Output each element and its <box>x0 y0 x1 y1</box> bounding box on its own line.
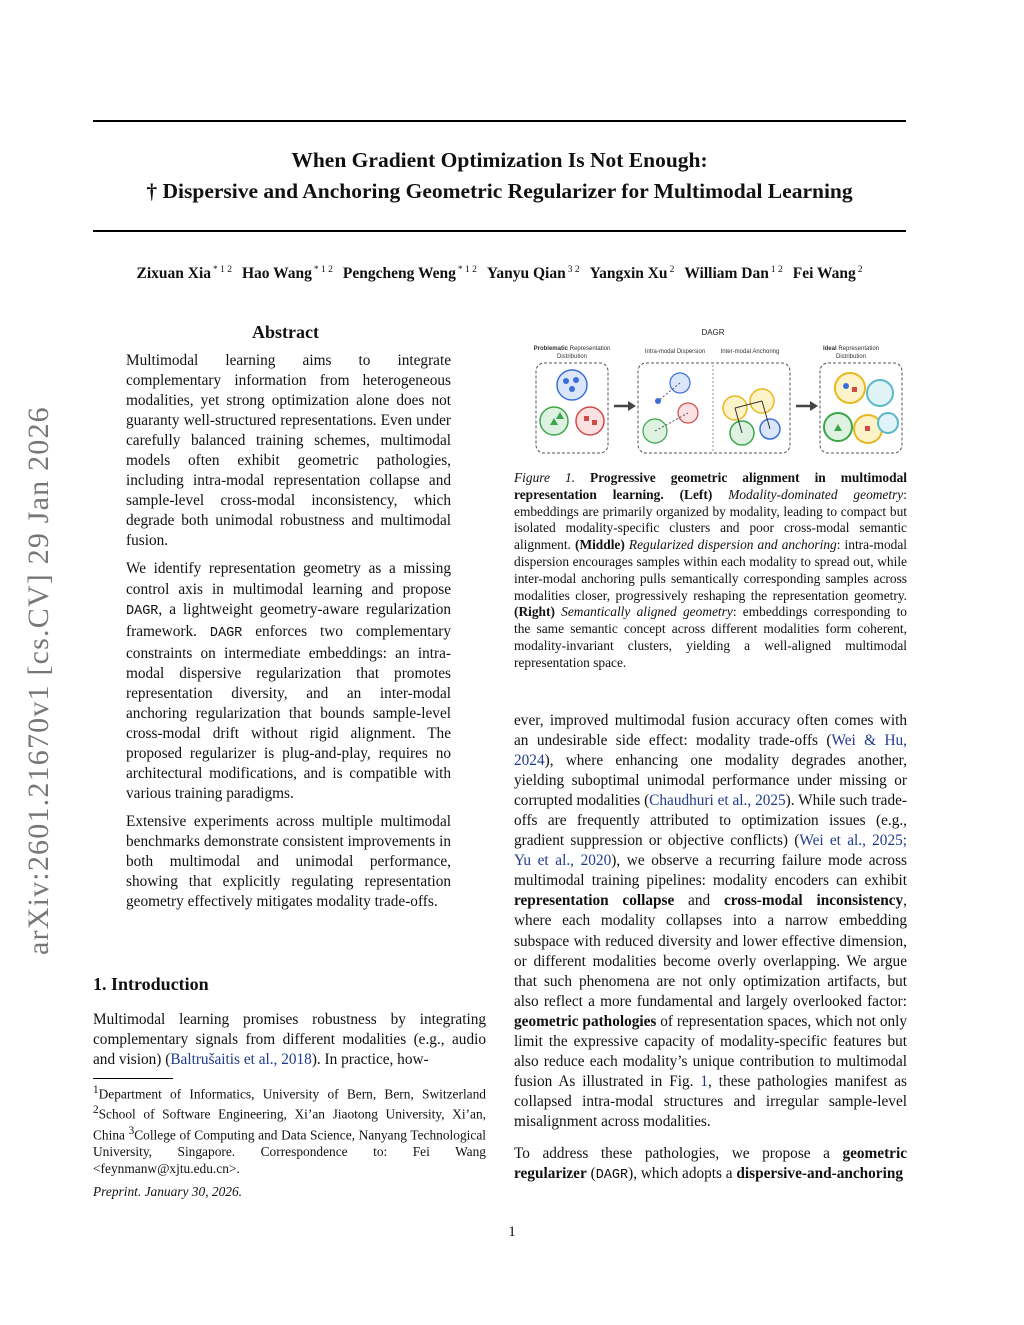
citation-link[interactable]: Yu et al., 2020 <box>514 852 612 870</box>
author-name: Yangxin Xu <box>589 265 668 282</box>
affiliation-2: School of Software Engineering, Xi’an Jiaotong University, Xi’an, China <box>93 1106 486 1143</box>
introduction-heading: 1. Introduction <box>93 974 209 994</box>
author-4 <box>487 265 580 282</box>
top-rule <box>93 120 906 122</box>
author-name: Pengcheng Weng <box>342 265 456 282</box>
sample-point <box>573 377 579 383</box>
intro-paragraph <box>93 1010 486 1070</box>
modality-cluster-blue <box>557 370 587 400</box>
author-list <box>93 265 906 283</box>
author-1 <box>136 265 232 282</box>
abstract-paragraph-3: Extensive experiments across multiple multimodal benchmarks demonstrate consistent improvements in both multimodal and unimodal performance, showing that explicitly regulating representation geometry effectively mitigates modality trade-offs. <box>126 813 451 911</box>
bottom-rule <box>93 230 906 232</box>
right-panel-label-line2: Distribution <box>835 354 867 360</box>
dagr-name: DAGR <box>126 603 159 619</box>
sample-point <box>852 387 857 392</box>
page-number: 1 <box>508 1224 516 1240</box>
caption-emphasis: Semantically aligned geometry <box>561 604 733 620</box>
paper-title-line-2: † Dispersive and Anchoring Geometric Regularizer for Multimodal Learning <box>146 179 853 203</box>
arrow-head-icon <box>628 401 636 411</box>
left-panel-label-line2: Distribution <box>556 354 588 360</box>
author-affiliation: * 1 2 <box>457 265 477 275</box>
author-name: Hao Wang <box>242 265 312 282</box>
left-panel-label <box>534 346 611 352</box>
body-text: of representation spaces, which not only limit the expressive capacity of modality-specific features but also reduce each modality’s unique contribution to multimodal fusion As illustrated in Fig. <box>514 1012 908 1090</box>
abstract-text: , a lightweight geometry-aware regularization framework. <box>126 600 451 640</box>
arrow-head-icon <box>810 401 818 411</box>
author-2 <box>242 265 333 282</box>
figure-1 <box>530 323 907 458</box>
intra-modal-label: Intra-modal Dispersion <box>644 349 706 355</box>
caption-text: : embeddings are primarily organized by modality, leading to compact but isolated modality-specific clusters and poor cross-modal semantic alignment. <box>514 486 907 553</box>
author-affiliation: * 1 2 <box>213 265 232 275</box>
proposal-paragraph <box>514 1144 907 1186</box>
right-column-body <box>514 711 907 1194</box>
footnote-marker: 3 <box>128 1124 135 1137</box>
body-text: ( <box>586 1165 596 1183</box>
intro-text: Multimodal learning promises robustness by integrating complementary signals from different modalities (e.g., audio and vision) ( <box>93 1011 486 1069</box>
sample-point <box>592 420 597 425</box>
right-label-bold: Ideal <box>822 346 837 352</box>
body-text: ), we observe a recurring failure mode across multimodal training pipelines: modality encoders can exhibit <box>514 852 907 890</box>
author-affiliation: 2 <box>857 265 863 275</box>
author-name: Zixuan Xia <box>136 265 211 282</box>
affiliation-1: Department of Informatics, University of Bern, Bern, Switzerland <box>98 1086 486 1102</box>
dagr-label: DAGR <box>701 328 725 337</box>
figure-1-diagram <box>530 323 907 458</box>
figure-reference-link[interactable]: 1 <box>700 1072 709 1090</box>
figure-1-caption <box>514 470 907 672</box>
caption-text: : embeddings corresponding to the same semantic concept across different modalities form coherent, modality-invariant clusters, yielding a well-aligned multimodal representation space. <box>514 604 907 670</box>
body-text: , where each modality collapses into a narrow embedding subspace with reduced diversity and lower effective dimension, or different modalities become overly overlapping. We argue that such phenomena are not only optimization artifacts, but also reflect a more fundamental and largely overlooked factor: <box>514 892 907 1010</box>
author-affiliation: * 1 2 <box>313 265 333 275</box>
caption-emphasis: Regularized dispersion and anchoring <box>628 537 837 553</box>
abstract-paragraph-1: Multimodal learning aims to integrate complementary information from heterogeneous modalities, yet strong optimization alone does not guaranty well-structured representations. Even under carefully balanced training schemes, multimodal models often exhibit geometric pathologies, including intra-modal representation collapse and sample-level cross-modal inconsistency, which degrade both unimodal robustness and multimodal fusion. <box>126 352 451 550</box>
author-6 <box>684 265 782 282</box>
caption-tag-right: (Right) <box>514 604 555 620</box>
left-label-rest: Representation <box>567 346 611 352</box>
caption-emphasis: Modality-dominated geometry <box>728 486 904 502</box>
author-name: William Dan <box>684 265 769 282</box>
author-affiliation: 2 <box>669 265 675 275</box>
bold-term: geometric regularizer <box>514 1144 907 1183</box>
sample-point <box>584 416 589 421</box>
author-7 <box>793 265 863 282</box>
citation-separator: ; <box>902 832 908 850</box>
abstract-text: We identify representation geometry as a missing control axis in multimodal learning and propose <box>126 560 451 598</box>
citation-link[interactable]: Baltrušaitis et al., 2018 <box>170 1051 312 1069</box>
caption-tag-middle: (Middle) <box>574 537 625 553</box>
abstract-paragraph-2 <box>126 559 451 804</box>
body-text: and <box>674 892 724 910</box>
aligned-cluster-teal <box>878 413 898 433</box>
body-text: ever, improved multimodal fusion accuracy often comes with an undesirable side effect: modality trade-offs ( <box>514 712 907 750</box>
sample-point <box>569 386 575 392</box>
author-affiliation: 3 2 <box>567 265 580 275</box>
inter-modal-label: Inter-modal Anchoring <box>720 349 780 355</box>
citation-link[interactable]: Chaudhuri et al., 2025 <box>649 792 786 810</box>
caption-label: Figure 1. <box>514 470 576 485</box>
bold-term: cross-modal inconsistency <box>723 892 904 910</box>
footnote-marker: 1 <box>93 1084 99 1096</box>
body-text: ), which adopts a <box>628 1165 737 1183</box>
author-name: Fei Wang <box>792 265 856 282</box>
body-text: ), where enhancing one modality degrades another, yielding suboptimal unimodal performance under missing or corrupted modalities ( <box>514 752 907 810</box>
intro-continued-paragraph <box>514 711 907 1132</box>
affiliations-footnote <box>93 1082 486 1177</box>
author-name: Yanyu Qian <box>486 265 566 282</box>
body-text: , these pathologies manifest as collapsed intra-modal structures and irregular sample-level misalignment across modalities. <box>514 1072 907 1130</box>
bold-term: geometric pathologies <box>514 1012 657 1030</box>
aligned-cluster-yellow <box>835 373 865 403</box>
sample-point <box>843 383 849 389</box>
abstract-body <box>126 351 451 920</box>
dagr-name: DAGR <box>595 1168 629 1184</box>
left-label-bold: Problematic <box>533 346 568 352</box>
preprint-note: Preprint. January 30, 2026. <box>93 1184 243 1199</box>
affiliation-3: College of Computing and Data Science, Nanyang Technological University, Singapore. Correspondence to: Fei Wang <feynmanw@xjtu.edu.cn>. <box>93 1127 486 1177</box>
abstract-text: enforces two complementary constraints on intermediate embeddings: an intra-modal dispersive regularization that promotes representation diversity, and an inter-modal anchoring regularization that bounds sample-level cross-modal drift without rigid alignment. The proposed regularizer is plug-and-play, requires no architectural modifications, and is compatible with various training paradigms. <box>126 622 451 802</box>
author-3 <box>343 265 477 282</box>
sample-point <box>865 426 870 431</box>
right-label-rest: Representation <box>836 346 880 352</box>
citation-link[interactable]: Wei & Hu, 2024 <box>514 732 907 770</box>
bold-term: representation collapse <box>514 892 675 910</box>
aligned-cluster-teal <box>867 380 893 406</box>
modality-cluster-red <box>576 407 604 435</box>
caption-tag-left: (Left) <box>679 486 713 502</box>
footnote-rule <box>93 1078 173 1079</box>
author-affiliation: 1 2 <box>770 265 783 275</box>
abstract-heading: Abstract <box>252 322 319 342</box>
footnote-marker: 2 <box>93 1104 99 1117</box>
body-text: To address these pathologies, we propose a <box>514 1144 843 1162</box>
arxiv-identifier: arXiv:2601.21670v1 [cs.CV] 29 Jan 2026 <box>22 406 55 955</box>
caption-title: Progressive geometric alignment in multimodal representation learning. <box>514 470 907 502</box>
sample-point <box>563 378 569 384</box>
citation-link[interactable]: Wei et al., 2025 <box>799 832 903 850</box>
paper-title-line-1: When Gradient Optimization Is Not Enough: <box>291 148 708 172</box>
author-5 <box>590 265 675 282</box>
caption-text: : intra-modal dispersion encourages samples within each modality to spread out, while inter-modal anchoring pulls semantically corresponding samples across modalities closer, progressively reshaping the representation geometry. <box>514 537 908 603</box>
body-text: ). While such trade-offs are frequently attributed to optimization issues (e.g., gradient suppression or objective conflicts) ( <box>514 792 907 850</box>
dagr-name: DAGR <box>209 625 243 641</box>
right-panel-label <box>823 346 879 352</box>
intro-text: ). In practice, how- <box>311 1051 429 1069</box>
bold-term: dispersive-and-anchoring <box>736 1165 904 1183</box>
